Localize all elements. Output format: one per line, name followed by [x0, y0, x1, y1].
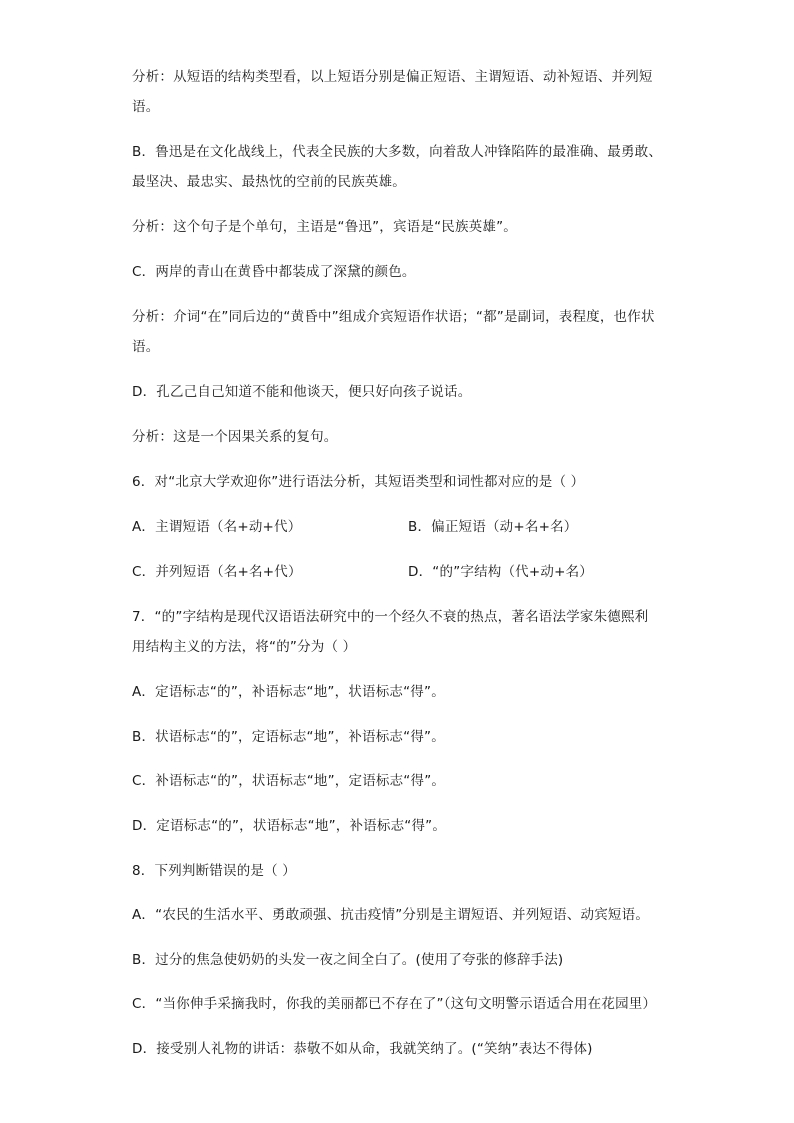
option-c-sentence: C．两岸的青山在黄昏中都装成了深黛的颜色。: [132, 264, 416, 280]
q7-option-c: C．补语标志“的”，状语标志“地”，定语标志“得”。: [132, 773, 446, 789]
q8-option-c: C．“当你伸手采摘我时，你我的美丽都已不存在了”（这句文明警示语适合用在花园里）: [132, 996, 657, 1012]
question-8: 8．下列判断错误的是（ ）: [132, 863, 296, 879]
q8-option-b: B．过分的焦急使奶奶的头发一夜之间全白了。(使用了夸张的修辞手法): [132, 952, 564, 968]
analysis-line-1: 分析：从短语的结构类型看，以上短语分别是偏正短语、主谓短语、动补短语、并列短: [132, 69, 653, 85]
analysis-line-4: 分析：这是一个因果关系的复句。: [132, 429, 338, 445]
q6-option-c: C．并列短语（名+名+代）: [132, 564, 302, 580]
analysis-line-3-cont: 语。: [132, 339, 160, 355]
option-b-sentence-cont: 最坚决、最忠实、最热忱的空前的民族英雄。: [132, 174, 406, 190]
q8-option-d: D．接受别人礼物的讲话：恭敬不如从命，我就笑纳了。(“笑纳”表达不得体): [132, 1041, 593, 1057]
q7-option-b: B．状语标志“的”，定语标志“地”，补语标志“得”。: [132, 729, 445, 745]
q7-option-a: A．定语标志“的”，补语标志“地”，状语标志“得”。: [132, 684, 445, 700]
analysis-line-3: 分析：介词“在”同后边的“黄昏中”组成介宾短语作状语；“都”是副词，表程度，也作状: [132, 309, 655, 325]
analysis-line-1-cont: 语。: [132, 99, 160, 115]
q6-option-a: A．主谓短语（名+动+代）: [132, 519, 302, 535]
q6-option-d: D．“的”字结构（代+动+名）: [408, 564, 594, 580]
q8-option-a: A．“农民的生活水平、勇敢顽强、抗击疫情”分别是主谓短语、并列短语、动宾短语。: [132, 907, 650, 923]
option-d-sentence: D．孔乙己自己知道不能和他谈天，便只好向孩子说话。: [132, 384, 472, 400]
question-7: 7．“的”字结构是现代汉语语法研究中的一个经久不衰的热点，著名语法学家朱德熙利: [132, 609, 649, 625]
analysis-line-2: 分析：这个句子是个单句，主语是“鲁迅”，宾语是“民族英雄”。: [132, 219, 517, 235]
question-6: 6．对“北京大学欢迎你”进行语法分析，其短语类型和词性都对应的是（ ）: [132, 474, 585, 490]
question-7-cont: 用结构主义的方法，将“的”分为（ ）: [132, 639, 357, 655]
q7-option-d: D．定语标志“的”，状语标志“地”，补语标志“得”。: [132, 818, 447, 834]
option-b-sentence: B．鲁迅是在文化战线上，代表全民族的大多数，向着敌人冲锋陷阵的最准确、最勇敢、: [132, 144, 663, 160]
q6-option-b: B．偏正短语（动+名+名）: [408, 519, 578, 535]
